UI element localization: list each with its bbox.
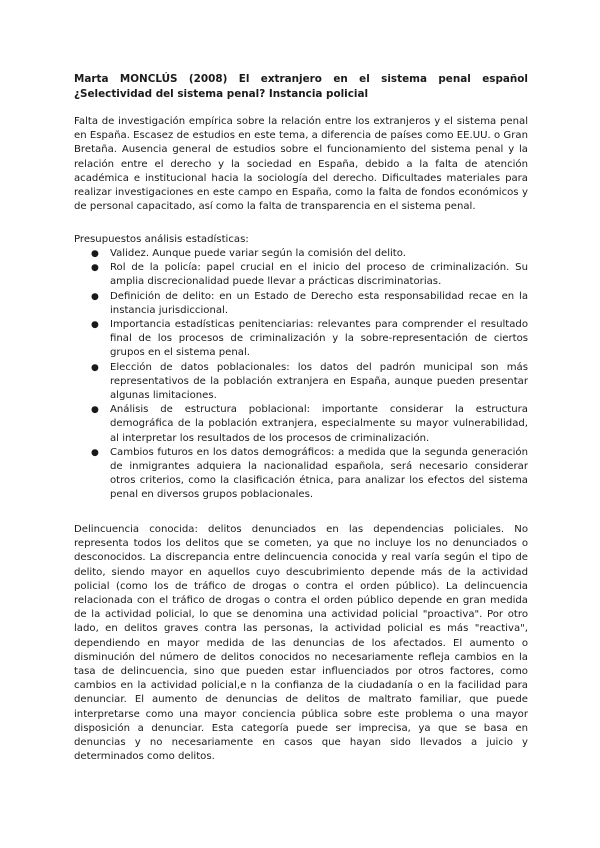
bullet-icon: ●: [91, 263, 99, 274]
list-item-text: Análisis de estructura poblacional: importante considerar la estructura demográfica de la población extranjera, especialmente su mayor vulnerabilidad, al interpretar los resultados de los procesos de criminalización.: [110, 404, 528, 444]
list-item-text: Rol de la policía: papel crucial en el inicio del proceso de criminalización. Su amplia discrecionalidad puede llevar a prácticas discriminatorias.: [110, 262, 528, 288]
list-item: [74, 247, 528, 261]
list-item: [74, 261, 528, 289]
presupuestos-heading: Presupuestos análisis estadísticas:: [74, 234, 249, 245]
list-item: [74, 361, 528, 404]
intro-paragraph: Falta de investigación empírica sobre la relación entre los extranjeros y el sistema penal en España. Escasez de estudios en este tema, a diferencia de países como EE.UU. o Gran Bretaña. Ausencia general de estudios sobre el funcionamiento del sistema penal y la relación entre el derecho y la sociedad en España, debido a la falta de atención académica e institucional hacia la sociología del derecho. Dificultades materiales para realizar investigaciones en este campo en España, como la falta de fondos económicos y de personal capacitado, así como la falta de transparencia en el sistema penal.: [74, 116, 528, 213]
list-item-text: Elección de datos poblacionales: los datos del padrón municipal son más representativos de la población extranjera en España, aunque pueden presentar algunas limitaciones.: [110, 361, 528, 402]
bullet-icon: ●: [91, 447, 99, 458]
presupuestos-list: [74, 247, 528, 503]
bullet-icon: ●: [91, 291, 99, 302]
list-item: [74, 446, 528, 503]
bullet-icon: ●: [91, 405, 99, 416]
list-item-text: Importancia estadísticas penitenciarias: relevantes para comprender el resultado final de los procesos de criminalización y la sobre-representación de ciertos grupos en el sistema penal.: [110, 319, 528, 359]
list-item: [74, 290, 528, 318]
list-item: [74, 318, 528, 361]
list-item-text: Definición de delito: en un Estado de Derecho esta responsabilidad recae en la instancia jurisdiccional.: [110, 290, 528, 316]
document-title: Marta MONCLÚS (2008) El extranjero en el sistema penal español ¿Selectividad del sistema penal? Instancia policial: [74, 73, 528, 100]
bullet-icon: ●: [91, 249, 99, 259]
bullet-icon: ●: [91, 320, 99, 331]
delincuencia-paragraph: Delincuencia conocida: delitos denunciados en las dependencias policiales. No representa todos los delitos que se cometen, ya que no incluye los no denunciados o desconocidos. La discrepancia entre delincuencia conocida y real varía según el tipo de delito, siendo mayor en aquellos cuyo descubrimiento depende más de la actividad policial (como los de tráfico de drogas o contra el orden público). La delincuencia relacionada con el tráfico de drogas o contra el orden público depende en gran medida de la actividad policial, lo que se denomina una actividad policial "proactiva". Por otro lado, en delitos graves contra las personas, la actividad policial es más "reactiva", dependiendo en mayor medida de las denuncias de los afectados. El aumento o disminución del número de delitos conocidos no necesariamente refleja cambios en la tasa de delincuencia, sino que pueden estar influenciados por otros factores, como cambios en la actividad policial,e n la confianza de la ciudadanía o en la facilidad para denunciar. El aumento de denuncias de delitos de maltrato familiar, que puede interpretarse como una mayor conciencia pública sobre este problema o una mayor disposición a denunciar. Esta categoría puede ser imprecisa, ya que se basa en denuncias y no necesariamente en casos que hayan sido llevados a juicio y determinados como delitos.: [74, 524, 528, 763]
bullet-icon: ●: [91, 362, 99, 373]
list-item-text: Validez. Aunque puede variar según la comisión del delito.: [110, 248, 406, 259]
list-item: [74, 403, 528, 446]
list-item-text: Cambios futuros en los datos demográficos: a medida que la segunda generación de inmigrantes adquiera la nacionalidad española, será necesario considerar otros criterios, como la clasificación étnica, para analizar los efectos del sistema penal en diversos grupos poblacionales.: [110, 446, 528, 501]
